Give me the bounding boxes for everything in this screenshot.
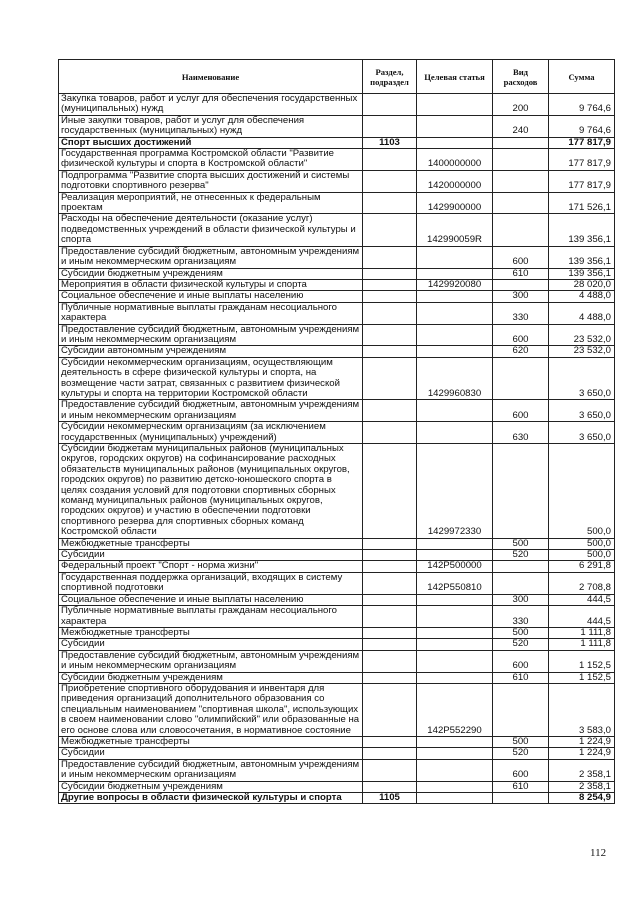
table-row xyxy=(59,639,615,650)
cell-section xyxy=(363,781,417,792)
cell-type: 330 xyxy=(493,302,549,324)
cell-name: Реализация мероприятий, не отнесенных к федеральным проектам xyxy=(59,192,363,214)
cell-name: Субсидии некоммерческим организациям (за исключением государственных (муниципальных) учреждений) xyxy=(59,422,363,444)
cell-section xyxy=(363,550,417,561)
table-header-row xyxy=(59,60,615,94)
cell-section xyxy=(363,639,417,650)
cell-sum: 139 356,1 xyxy=(549,246,615,268)
table-row xyxy=(59,192,615,214)
cell-sum: 500,0 xyxy=(549,538,615,549)
cell-name: Государственная программа Костромской области "Развитие физической культуры и спорта в Костромской области" xyxy=(59,149,363,171)
cell-type: 520 xyxy=(493,550,549,561)
cell-target xyxy=(417,639,493,650)
cell-target xyxy=(417,115,493,137)
cell-section: 1105 xyxy=(363,793,417,804)
cell-section xyxy=(363,149,417,171)
table-row xyxy=(59,759,615,781)
cell-type xyxy=(493,572,549,594)
cell-target: 1429920080 xyxy=(417,279,493,290)
page-number: 112 xyxy=(590,847,607,859)
cell-type xyxy=(493,561,549,572)
table-body xyxy=(59,94,615,804)
cell-target: 1429900000 xyxy=(417,192,493,214)
cell-type: 610 xyxy=(493,268,549,279)
cell-type xyxy=(493,279,549,290)
cell-type: 500 xyxy=(493,736,549,747)
cell-sum: 444,5 xyxy=(549,594,615,605)
cell-target xyxy=(417,94,493,116)
cell-section xyxy=(363,672,417,683)
cell-type xyxy=(493,214,549,246)
cell-type: 520 xyxy=(493,639,549,650)
cell-target xyxy=(417,627,493,638)
table-row xyxy=(59,170,615,192)
table-row xyxy=(59,324,615,346)
cell-target xyxy=(417,759,493,781)
header-name: Наименование xyxy=(59,60,363,94)
cell-section xyxy=(363,422,417,444)
cell-name: Межбюджетные трансферты xyxy=(59,627,363,638)
cell-name: Предоставление субсидий бюджетным, автономным учреждениям и иным некоммерческим организациям xyxy=(59,324,363,346)
header-section: Раздел, подраздел xyxy=(363,60,417,94)
cell-type: 600 xyxy=(493,246,549,268)
cell-target xyxy=(417,302,493,324)
cell-name: Государственная поддержка организаций, входящих в систему спортивной подготовки xyxy=(59,572,363,594)
cell-sum: 1 111,8 xyxy=(549,627,615,638)
cell-type: 630 xyxy=(493,422,549,444)
cell-target: 1420000000 xyxy=(417,170,493,192)
cell-section xyxy=(363,606,417,628)
cell-section xyxy=(363,302,417,324)
cell-section xyxy=(363,572,417,594)
cell-sum: 3 650,0 xyxy=(549,422,615,444)
cell-sum: 1 224,9 xyxy=(549,736,615,747)
cell-target xyxy=(417,324,493,346)
cell-sum: 3 650,0 xyxy=(549,357,615,400)
cell-type: 300 xyxy=(493,291,549,302)
cell-sum: 139 356,1 xyxy=(549,268,615,279)
cell-section xyxy=(363,346,417,357)
cell-section xyxy=(363,324,417,346)
cell-target: 142990059R xyxy=(417,214,493,246)
cell-section: 1103 xyxy=(363,137,417,148)
table-row xyxy=(59,422,615,444)
table-row xyxy=(59,736,615,747)
cell-target: 1400000000 xyxy=(417,149,493,171)
cell-sum: 500,0 xyxy=(549,444,615,539)
cell-section xyxy=(363,444,417,539)
cell-name: Федеральный проект "Спорт - норма жизни" xyxy=(59,561,363,572)
cell-target xyxy=(417,400,493,422)
cell-sum: 171 526,1 xyxy=(549,192,615,214)
cell-type: 240 xyxy=(493,115,549,137)
cell-target xyxy=(417,346,493,357)
cell-target: 1429960830 xyxy=(417,357,493,400)
cell-sum: 177 817,9 xyxy=(549,149,615,171)
table-row xyxy=(59,214,615,246)
cell-type xyxy=(493,170,549,192)
cell-name: Закупка товаров, работ и услуг для обеспечения государственных (муниципальных) нужд xyxy=(59,94,363,116)
cell-target xyxy=(417,422,493,444)
cell-type xyxy=(493,149,549,171)
cell-target xyxy=(417,781,493,792)
cell-sum: 6 291,8 xyxy=(549,561,615,572)
cell-type: 500 xyxy=(493,627,549,638)
cell-section xyxy=(363,94,417,116)
cell-section xyxy=(363,683,417,736)
cell-sum: 4 488,0 xyxy=(549,291,615,302)
cell-sum: 1 224,9 xyxy=(549,748,615,759)
cell-target xyxy=(417,538,493,549)
cell-target xyxy=(417,748,493,759)
cell-target: 142P552290 xyxy=(417,683,493,736)
table-row xyxy=(59,572,615,594)
cell-sum: 1 152,5 xyxy=(549,650,615,672)
cell-section xyxy=(363,279,417,290)
cell-type: 610 xyxy=(493,672,549,683)
cell-sum: 177 817,9 xyxy=(549,137,615,148)
cell-target xyxy=(417,672,493,683)
cell-type xyxy=(493,137,549,148)
cell-sum: 2 358,1 xyxy=(549,759,615,781)
cell-name: Субсидии автономным учреждениям xyxy=(59,346,363,357)
cell-section xyxy=(363,170,417,192)
cell-name: Субсидии бюджетам муниципальных районов (муниципальных округов, городских округов) на софинансирование расходных обязательств муниципальных районов (муниципальных округов, городских округов) по развитию детско-юношеского спорта в целях создания условий для подготовки спортивных сборных команд муниципальных районов (муниципальных округов, городских округов) и участию в обеспечении подготовки спортивного резерва для спортивных сборных команд Костромской области xyxy=(59,444,363,539)
cell-type xyxy=(493,357,549,400)
cell-target xyxy=(417,650,493,672)
table-row xyxy=(59,606,615,628)
cell-name: Межбюджетные трансферты xyxy=(59,736,363,747)
table-row xyxy=(59,793,615,804)
cell-sum: 8 254,9 xyxy=(549,793,615,804)
table-row xyxy=(59,561,615,572)
cell-type: 600 xyxy=(493,324,549,346)
cell-section xyxy=(363,357,417,400)
cell-sum: 9 764,6 xyxy=(549,94,615,116)
cell-name: Другие вопросы в области физической культуры и спорта xyxy=(59,793,363,804)
cell-type xyxy=(493,793,549,804)
cell-section xyxy=(363,192,417,214)
cell-sum: 2 358,1 xyxy=(549,781,615,792)
table-row xyxy=(59,748,615,759)
cell-section xyxy=(363,246,417,268)
cell-target xyxy=(417,291,493,302)
cell-type: 300 xyxy=(493,594,549,605)
cell-name: Субсидии xyxy=(59,748,363,759)
table-row xyxy=(59,781,615,792)
table-row xyxy=(59,115,615,137)
table-row xyxy=(59,149,615,171)
cell-section xyxy=(363,748,417,759)
table-row xyxy=(59,291,615,302)
cell-name: Субсидии xyxy=(59,550,363,561)
cell-target: 1429972330 xyxy=(417,444,493,539)
header-type: Вид расходов xyxy=(493,60,549,94)
cell-sum: 139 356,1 xyxy=(549,214,615,246)
cell-name: Межбюджетные трансферты xyxy=(59,538,363,549)
cell-sum: 28 020,0 xyxy=(549,279,615,290)
cell-name: Иные закупки товаров, работ и услуг для обеспечения государственных (муниципальных) нужд xyxy=(59,115,363,137)
cell-section xyxy=(363,115,417,137)
cell-type: 600 xyxy=(493,400,549,422)
cell-name: Расходы на обеспечение деятельности (оказание услуг) подведомственных учреждений в области физической культуры и спорта xyxy=(59,214,363,246)
cell-section xyxy=(363,400,417,422)
cell-name: Предоставление субсидий бюджетным, автономным учреждениям и иным некоммерческим организациям xyxy=(59,650,363,672)
budget-table-page xyxy=(58,59,614,804)
table-row xyxy=(59,444,615,539)
cell-target: 142P550810 xyxy=(417,572,493,594)
cell-name: Предоставление субсидий бюджетным, автономным учреждениям и иным некоммерческим организациям xyxy=(59,400,363,422)
cell-target xyxy=(417,594,493,605)
cell-type: 200 xyxy=(493,94,549,116)
cell-sum: 4 488,0 xyxy=(549,302,615,324)
header-sum: Сумма xyxy=(549,60,615,94)
cell-sum: 9 764,6 xyxy=(549,115,615,137)
cell-name: Публичные нормативные выплаты гражданам несоциального характера xyxy=(59,606,363,628)
table-row xyxy=(59,346,615,357)
cell-name: Субсидии бюджетным учреждениям xyxy=(59,781,363,792)
cell-type xyxy=(493,683,549,736)
cell-sum: 1 111,8 xyxy=(549,639,615,650)
cell-target xyxy=(417,736,493,747)
cell-name: Приобретение спортивного оборудования и инвентаря для приведения организаций дополнительного образования со специальным наименованием "спортивная школа", использующих в своем наименовании слово "олимпийский" или образованные на его основе слова или словосочетания, в нормативное состояние xyxy=(59,683,363,736)
cell-section xyxy=(363,594,417,605)
cell-target: 142P500000 xyxy=(417,561,493,572)
table-row xyxy=(59,94,615,116)
table-row xyxy=(59,627,615,638)
cell-target xyxy=(417,246,493,268)
cell-sum: 500,0 xyxy=(549,550,615,561)
cell-name: Социальное обеспечение и иные выплаты населению xyxy=(59,291,363,302)
cell-type: 330 xyxy=(493,606,549,628)
cell-section xyxy=(363,627,417,638)
cell-name: Социальное обеспечение и иные выплаты населению xyxy=(59,594,363,605)
cell-type: 610 xyxy=(493,781,549,792)
budget-table xyxy=(58,59,615,804)
cell-sum: 3 650,0 xyxy=(549,400,615,422)
cell-target xyxy=(417,606,493,628)
cell-name: Предоставление субсидий бюджетным, автономным учреждениям и иным некоммерческим организациям xyxy=(59,759,363,781)
table-row xyxy=(59,400,615,422)
table-row xyxy=(59,594,615,605)
cell-section xyxy=(363,736,417,747)
cell-type: 620 xyxy=(493,346,549,357)
cell-sum: 23 532,0 xyxy=(549,346,615,357)
table-row xyxy=(59,137,615,148)
cell-section xyxy=(363,291,417,302)
cell-type: 600 xyxy=(493,650,549,672)
cell-section xyxy=(363,561,417,572)
table-row xyxy=(59,302,615,324)
cell-section xyxy=(363,538,417,549)
cell-sum: 1 152,5 xyxy=(549,672,615,683)
cell-type: 500 xyxy=(493,538,549,549)
cell-section xyxy=(363,650,417,672)
cell-name: Публичные нормативные выплаты гражданам несоциального характера xyxy=(59,302,363,324)
cell-section xyxy=(363,214,417,246)
cell-target xyxy=(417,268,493,279)
cell-type xyxy=(493,192,549,214)
table-row xyxy=(59,268,615,279)
table-row xyxy=(59,672,615,683)
cell-type: 520 xyxy=(493,748,549,759)
cell-section xyxy=(363,759,417,781)
cell-name: Мероприятия в области физической культуры и спорта xyxy=(59,279,363,290)
header-target: Целевая статья xyxy=(417,60,493,94)
table-row xyxy=(59,538,615,549)
cell-sum: 177 817,9 xyxy=(549,170,615,192)
cell-sum: 23 532,0 xyxy=(549,324,615,346)
cell-section xyxy=(363,268,417,279)
table-row xyxy=(59,550,615,561)
table-row xyxy=(59,650,615,672)
cell-type: 600 xyxy=(493,759,549,781)
cell-name: Предоставление субсидий бюджетным, автономным учреждениям и иным некоммерческим организациям xyxy=(59,246,363,268)
cell-name: Спорт высших достижений xyxy=(59,137,363,148)
cell-name: Субсидии некоммерческим организациям, осуществляющим деятельность в сфере физической культуры и спорта, на возмещение части затрат, связанных с развитием физической культуры и спорта на территории Костромской области xyxy=(59,357,363,400)
cell-sum: 2 708,8 xyxy=(549,572,615,594)
table-row xyxy=(59,246,615,268)
cell-name: Субсидии бюджетным учреждениям xyxy=(59,268,363,279)
cell-sum: 3 583,0 xyxy=(549,683,615,736)
cell-name: Подпрограмма "Развитие спорта высших достижений и системы подготовки спортивного резерва" xyxy=(59,170,363,192)
cell-target xyxy=(417,550,493,561)
cell-type xyxy=(493,444,549,539)
cell-name: Субсидии xyxy=(59,639,363,650)
table-row xyxy=(59,279,615,290)
cell-target xyxy=(417,793,493,804)
cell-target xyxy=(417,137,493,148)
table-row xyxy=(59,683,615,736)
cell-name: Субсидии бюджетным учреждениям xyxy=(59,672,363,683)
table-row xyxy=(59,357,615,400)
cell-sum: 444,5 xyxy=(549,606,615,628)
